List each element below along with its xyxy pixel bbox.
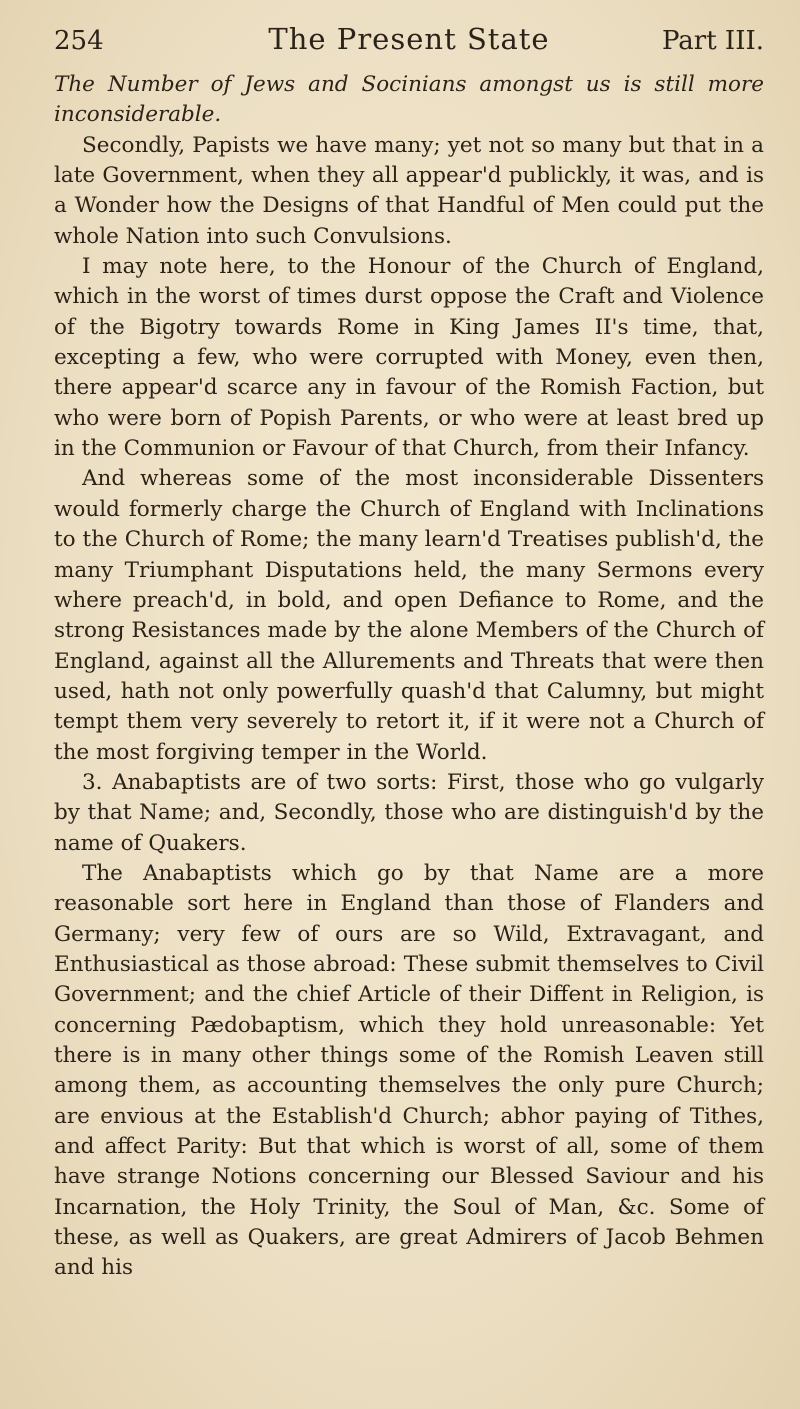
part-label: Part III. <box>661 26 764 56</box>
running-title: The Present State <box>268 22 550 56</box>
paragraph-anabaptists-sorts: 3. Anabaptists are of two sorts: First, those who go vulgarly by that Name; and, Secondly, those who are distinguish'd by the name of Quakers. <box>54 769 764 856</box>
paragraph-papists: Secondly, Papists we have many; yet not so many but that in a late Government, when they all appear'd publickly, it was, and is a Wonder how the Designs of that Handful of Men could put the whole Nation into such Convulsions. <box>54 132 764 249</box>
running-head <box>54 22 764 66</box>
paragraph-honour-church: I may note here, to the Honour of the Church of England, which in the worst of times durst oppose the Craft and Violence of the Bigotry towards Rome in King James II's time, that, excepting a few, who were corrupted with Money, even then, there appear'd scarce any in favour of the Romish Faction, but who were born of Popish Parents, or who were at least bred up in the Communion or Favour of that Church, from their Infancy. <box>54 254 764 462</box>
page-number: 254 <box>54 26 104 56</box>
paragraph-jews-socinians: The Number of Jews and Socinians amongst us is still more inconsiderable. <box>54 72 764 128</box>
paragraph-dissenters: And whereas some of the most inconsiderable Dissenters would formerly charge the Church of England with Inclinations to the Church of Rome; the many learn'd Treatises publish'd, the many Triumphant Disputations held, the many Sermons every where preach'd, in bold, and open Defiance to Rome, and the strong Resistances made by the alone Members of the Church of England, against all the Allurements and Threats that were then used, hath not only powerfully quash'd that Calumny, but might tempt them very severely to retort it, if it were not a Church of the most forgiving temper in the World. <box>54 466 764 765</box>
paragraph-anabaptists-description: The Anabaptists which go by that Name are a more reasonable sort here in England than those of Flanders and Germany; very few of ours are so Wild, Extravagant, and Enthusiastical as those abroad: These submit themselves to Civil Government; and the chief Article of their Diffent in Religion, is concerning Pædobaptism, which they hold unreasonable: Yet there is in many other things some of the Romish Leaven still among them, as accounting themselves the only pure Church; are envious at the Establish'd Church; abhor paying of Tithes, and affect Parity: But that which is worst of all, some of them have strange Notions concerning our Blessed Saviour and his Incarnation, the Holy Trinity, the Soul of Man, &c. Some of these, as well as Quakers, are great Admirers of Jacob Behmen and his <box>54 860 764 1281</box>
body-text <box>54 70 764 1284</box>
